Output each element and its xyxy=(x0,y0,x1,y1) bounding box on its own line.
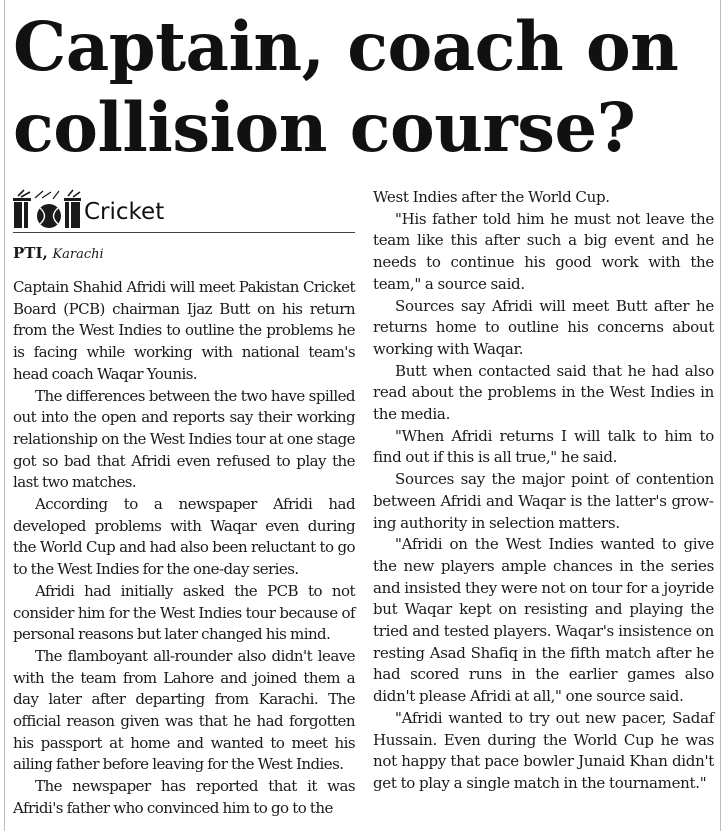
paragraph: The differences between the two have spilled out into the open and reports say their working relationship on the West Indies tour at one stage got so bad that Afridi even refused to play the last two matches. xyxy=(13,386,355,492)
paragraph: The flamboyant all-rounder also didn't leave with the team from Lahore and joined them a day later after departing from Karachi. The official reason given was that he had forgotten his passport at home and wanted to meet his ailing father before leaving for the West Indies. xyxy=(13,646,355,774)
section-name: Cricket xyxy=(84,199,165,225)
byline-agency: PTI, xyxy=(13,244,48,262)
paragraph: West Indies after the World Cup. xyxy=(373,188,610,206)
left-body-text xyxy=(13,277,355,820)
paragraph: Butt when contacted said that he had also read about the problems in the West Indies in the media. xyxy=(373,361,714,424)
right-body-text xyxy=(373,187,714,795)
section-divider xyxy=(13,232,355,233)
paragraph: "Afridi on the West Indies wanted to give the new players ample chances in the series and insisted they were not on tour for a joyride but Waqar kept on resisting and playing the tried and tested players. Waqar's insistence on resting Asad Shafiq in the fifth match after he had scored runs in the earlier games also didn't please Afridi at all," one source said. xyxy=(373,535,714,706)
cricket-ball-stumps-icon xyxy=(13,189,81,229)
byline xyxy=(13,243,355,265)
article-column-right xyxy=(373,187,714,795)
headline: Captain, coach on collision course? xyxy=(13,7,679,167)
paragraph: "Afridi wanted to try out new pacer, Sadaf Hussain. Even during the World Cup he was not happy that pace bowler Junaid Khan didn't get to play a single match in the tournament." xyxy=(373,708,714,792)
byline-city: Karachi xyxy=(52,247,104,262)
paragraph: Captain Shahid Afridi will meet Pakistan Cricket Board (PCB) chairman Ijaz Butt on his return from the West Indies to outline the problems he is facing while working with national team's head coach Waqar Younis. xyxy=(13,278,355,383)
paragraph: Afridi had initially asked the PCB to not consider him for the West Indies tour because of personal reasons but later changed his mind. xyxy=(13,581,355,644)
paragraph: "His father told him he must not leave the team like this after such a big event and he needs to continue his good work with the team," a source said. xyxy=(373,209,714,293)
paragraph: The newspaper has reported that it was Afridi's father who convinced him to go to the xyxy=(13,777,355,817)
article-column-left xyxy=(13,187,355,820)
section-tag xyxy=(13,187,355,229)
paragraph: Sources say Afridi will meet Butt after he returns home to outline his concerns about working with Waqar. xyxy=(373,296,714,358)
paragraph: According to a newspaper Afridi had developed problems with Waqar even during the World Cup and had also been reluctant to go to the West Indies for the one-day series. xyxy=(13,495,355,579)
paragraph: Sources say the major point of contention between Afridi and Waqar is the latter's growing authority in selection matters. xyxy=(373,470,714,532)
paragraph: "When Afridi returns I will talk to him to find out if this is all true," he said. xyxy=(373,426,714,467)
